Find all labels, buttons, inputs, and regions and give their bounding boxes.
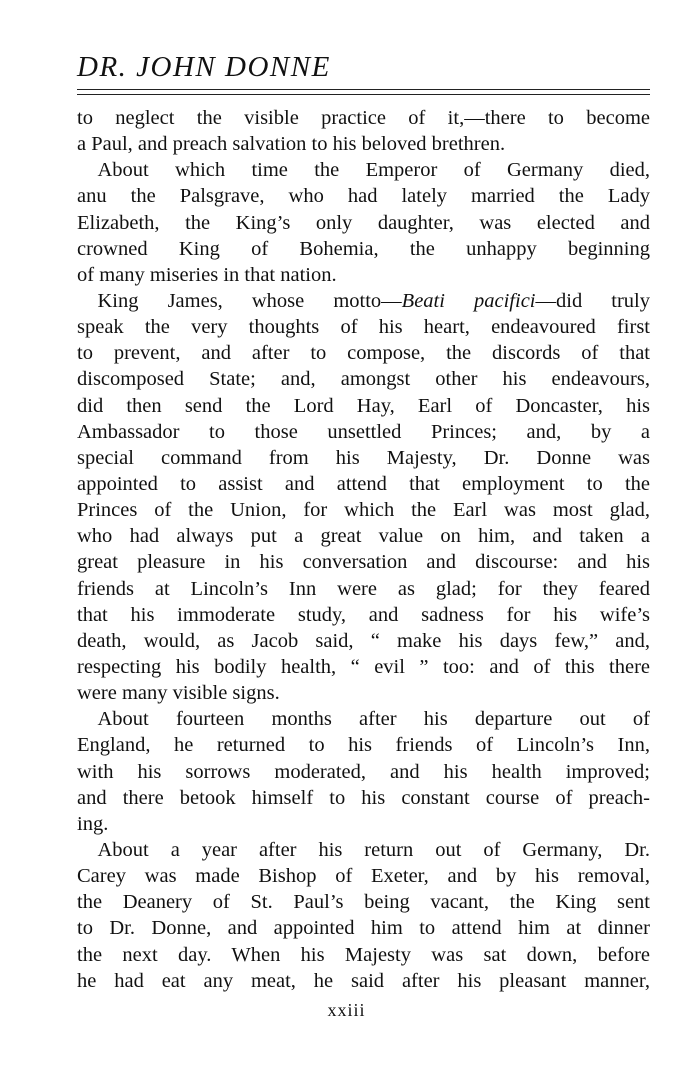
text-line: and there betook himself to his constant course of preach- <box>77 786 650 809</box>
header-rule-lower <box>77 94 650 95</box>
page-number: xxiii <box>327 1000 366 1020</box>
text-line: he had eat any meat, he said after his pleasant manner, <box>77 969 650 992</box>
text-line: death, would, as Jacob said, “ make his days few,” and, <box>77 629 650 652</box>
text-line: appointed to assist and attend that employment to the <box>77 472 650 495</box>
text-line: Carey was made Bishop of Exeter, and by his removal, <box>77 865 650 888</box>
text-line: a Paul, and preach salvation to his beloved brethren. <box>77 133 506 156</box>
text-line: Elizabeth, the King’s only daughter, was elected and <box>77 211 650 234</box>
text-line: crowned King of Bohemia, the unhappy beginning <box>77 237 650 260</box>
text-line: England, he returned to his friends of Lincoln’s Inn, <box>77 734 650 757</box>
text-line: to prevent, and after to compose, the discords of that <box>77 342 650 365</box>
text-line: special command from his Majesty, Dr. Donne was <box>77 446 650 469</box>
text-line: that his immoderate study, and sadness for his wife’s <box>77 603 650 626</box>
text-line: Princes of the Union, for which the Earl was most glad, <box>77 499 650 522</box>
text-line: with his sorrows moderated, and his health improved; <box>77 760 650 783</box>
text-line: About a year after his return out of Germany, Dr. <box>77 838 650 861</box>
text-line: About which time the Emperor of Germany died, <box>77 159 650 182</box>
text-line: anu the Palsgrave, who had lately married the Lady <box>77 185 650 208</box>
text-line: About fourteen months after his departure out of <box>77 708 650 731</box>
text-line: King James, whose motto—Beati pacifici—did truly <box>77 289 650 312</box>
text-line: to neglect the visible practice of it,—there to become <box>77 107 650 129</box>
text-line: speak the very thoughts of his heart, endeavoured first <box>77 316 650 339</box>
latin-motto: Beati pacifici <box>401 289 536 312</box>
text-line: did then send the Lord Hay, Earl of Doncaster, his <box>77 394 650 417</box>
text-line: to Dr. Donne, and appointed him to attend him at dinner <box>77 917 650 940</box>
text-line: friends at Lincoln’s Inn were as glad; for they feared <box>77 577 650 600</box>
text-line: ing. <box>77 812 109 835</box>
running-head: DR. JOHN DONNE <box>77 51 331 83</box>
text-line: the next day. When his Majesty was sat down, before <box>77 943 650 966</box>
body-text <box>77 105 650 994</box>
text-line: respecting his bodily health, “ evil ” too: and of this there <box>77 655 650 678</box>
text-line: discomposed State; and, amongst other his endeavours, <box>77 368 650 391</box>
text-line: Ambassador to those unsettled Princes; and, by a <box>77 420 650 443</box>
text-line: great pleasure in his conversation and discourse: and his <box>77 551 650 574</box>
text-line: who had always put a great value on him, and taken a <box>77 525 650 548</box>
header-rule-upper <box>77 89 650 90</box>
text-line: of many miseries in that nation. <box>77 263 337 286</box>
text-line: the Deanery of St. Paul’s being vacant, the King sent <box>77 891 650 914</box>
text-line: were many visible signs. <box>77 682 280 705</box>
